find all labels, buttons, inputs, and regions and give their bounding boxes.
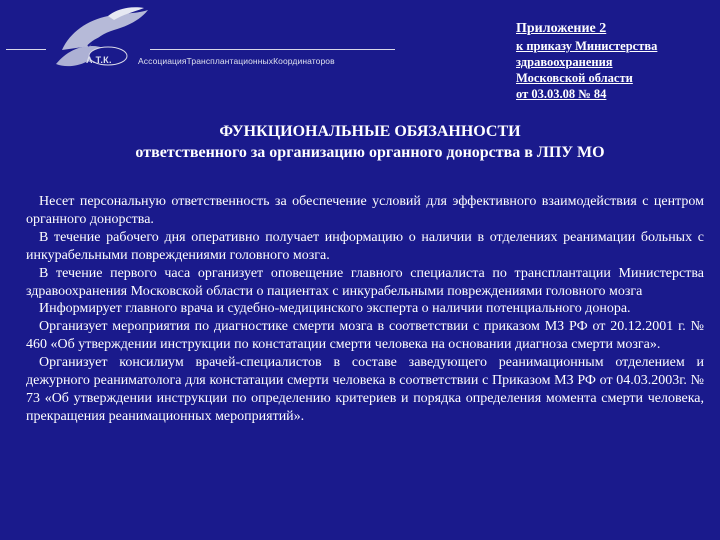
logo-divider-left <box>6 49 46 50</box>
appendix-reference <box>516 20 716 102</box>
duty-paragraph: Информирует главного врача и судебно-медицинского эксперта о наличии потенциального донора. <box>39 301 631 317</box>
appendix-line: от 03.03.08 № 84 <box>516 87 607 101</box>
heading-subtitle: ответственного за организацию органного донорства в ЛПУ МО <box>135 144 605 161</box>
duty-paragraph: Организует консилиум врачей-специалистов в составе заведующего реанимационным отделением и дежурного реаниматолога для констатации смерти человека в соответствии с Приказом МЗ РФ от 04.03.2003г. № 73 «Об утверждении инструкции по определению критериев и порядка определения момента смерти человека, прекращения реанимационных мероприятий». <box>26 355 704 424</box>
duty-paragraph: Организует мероприятия по диагностике смерти мозга в соответствии с приказом МЗ РФ от 20.12.2001 г. № 460 «Об утверждении инструкции по констатации смерти человека на основании диагноза смерти мозга». <box>26 319 704 353</box>
appendix-line: к приказу Министерства <box>516 39 658 53</box>
organization-logo <box>0 0 400 90</box>
duty-paragraph: В течение первого часа организует оповещение главного специалиста по трансплантации Министерства здравоохранения Московской области о пациентах с инкурабельными повреждениями головного мозга <box>26 265 704 299</box>
appendix-title: Приложение 2 <box>516 21 607 36</box>
duty-paragraph: В течение рабочего дня оперативно получает информацию о наличии в отделениях реанимации больных с инкурабельными повреждениями головного мозга. <box>26 229 704 263</box>
appendix-line: здравоохранения <box>516 55 613 69</box>
logo-organization-name: АссоциацияТрансплантационныхКоординаторов <box>138 56 335 66</box>
duties-list <box>26 193 704 426</box>
appendix-line: Московской области <box>516 71 633 85</box>
duty-paragraph: Несет персональную ответственность за обеспечение условий для эффективного взаимодействия с центром органного донорства. <box>26 194 704 227</box>
heading-title: ФУНКЦИОНАЛЬНЫЕ ОБЯЗАННОСТИ <box>219 123 521 140</box>
document-heading <box>20 121 720 163</box>
logo-divider-right <box>150 49 395 50</box>
logo-abbreviation: А.Т.К. <box>86 55 112 65</box>
